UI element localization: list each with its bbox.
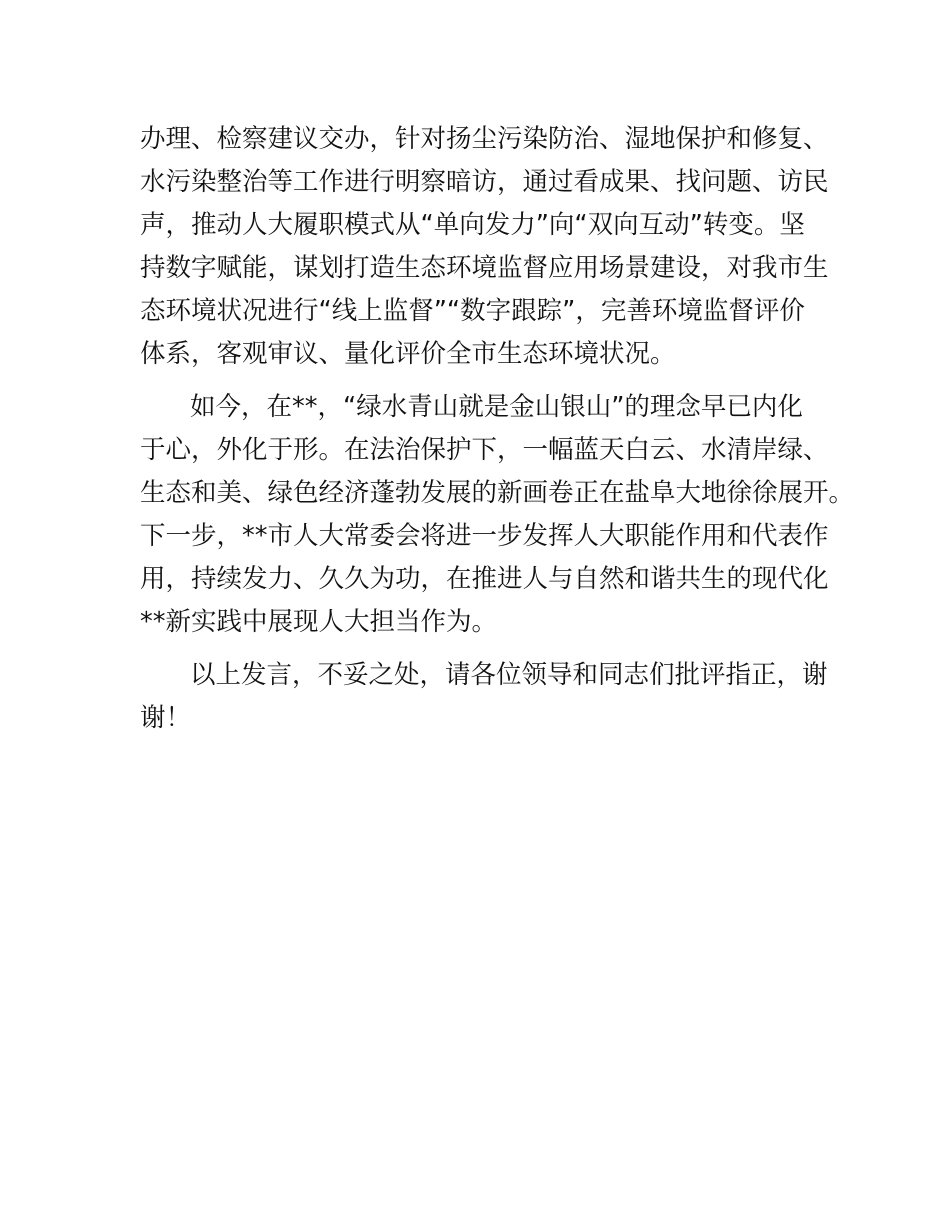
text-line: 用，持续发力、久久为功，在推进人与自然和谐共生的现代化 <box>140 564 829 594</box>
text-line: 下一步，**市人大常委会将进一步发挥人大职能作用和代表作 <box>140 521 829 551</box>
text-line: 态环境状况进行“线上监督”“数字跟踪”，完善环境监督评价 <box>140 296 805 326</box>
text-line: 水污染整治等工作进行明察暗访，通过看成果、找问题、访民 <box>140 167 829 197</box>
paragraph-spacer <box>140 644 815 654</box>
paragraph-spacer <box>140 376 815 386</box>
paragraph-2 <box>140 386 855 644</box>
document-body <box>140 118 855 740</box>
text-line: 持数字赋能，谋划打造生态环境监督应用场景建设，对我市生 <box>140 253 829 283</box>
text-line: 办理、检察建议交办，针对扬尘污染防治、湿地保护和修复、 <box>140 124 829 154</box>
text-line: 如今，在**，“绿水青山就是金山银山”的理念早已内化 <box>190 392 803 422</box>
text-line: 体系，客观审议、量化评价全市生态环境状况。 <box>140 339 676 369</box>
text-line: 声，推动人大履职模式从“单向发力”向“双向互动”转变。坚 <box>140 210 805 240</box>
paragraph-1 <box>140 118 829 376</box>
text-line: 以上发言，不妥之处，请各位领导和同志们批评指正，谢 <box>190 660 828 690</box>
text-line: **新实践中展现人大担当作为。 <box>140 607 498 637</box>
text-line: 生态和美、绿色经济蓬勃发展的新画卷正在盐阜大地徐徐展开。 <box>140 478 855 508</box>
text-line: 谢！ <box>140 703 192 733</box>
text-line: 于心，外化于形。在法治保护下，一幅蓝天白云、水清岸绿、 <box>140 435 829 465</box>
paragraph-3 <box>140 654 828 740</box>
